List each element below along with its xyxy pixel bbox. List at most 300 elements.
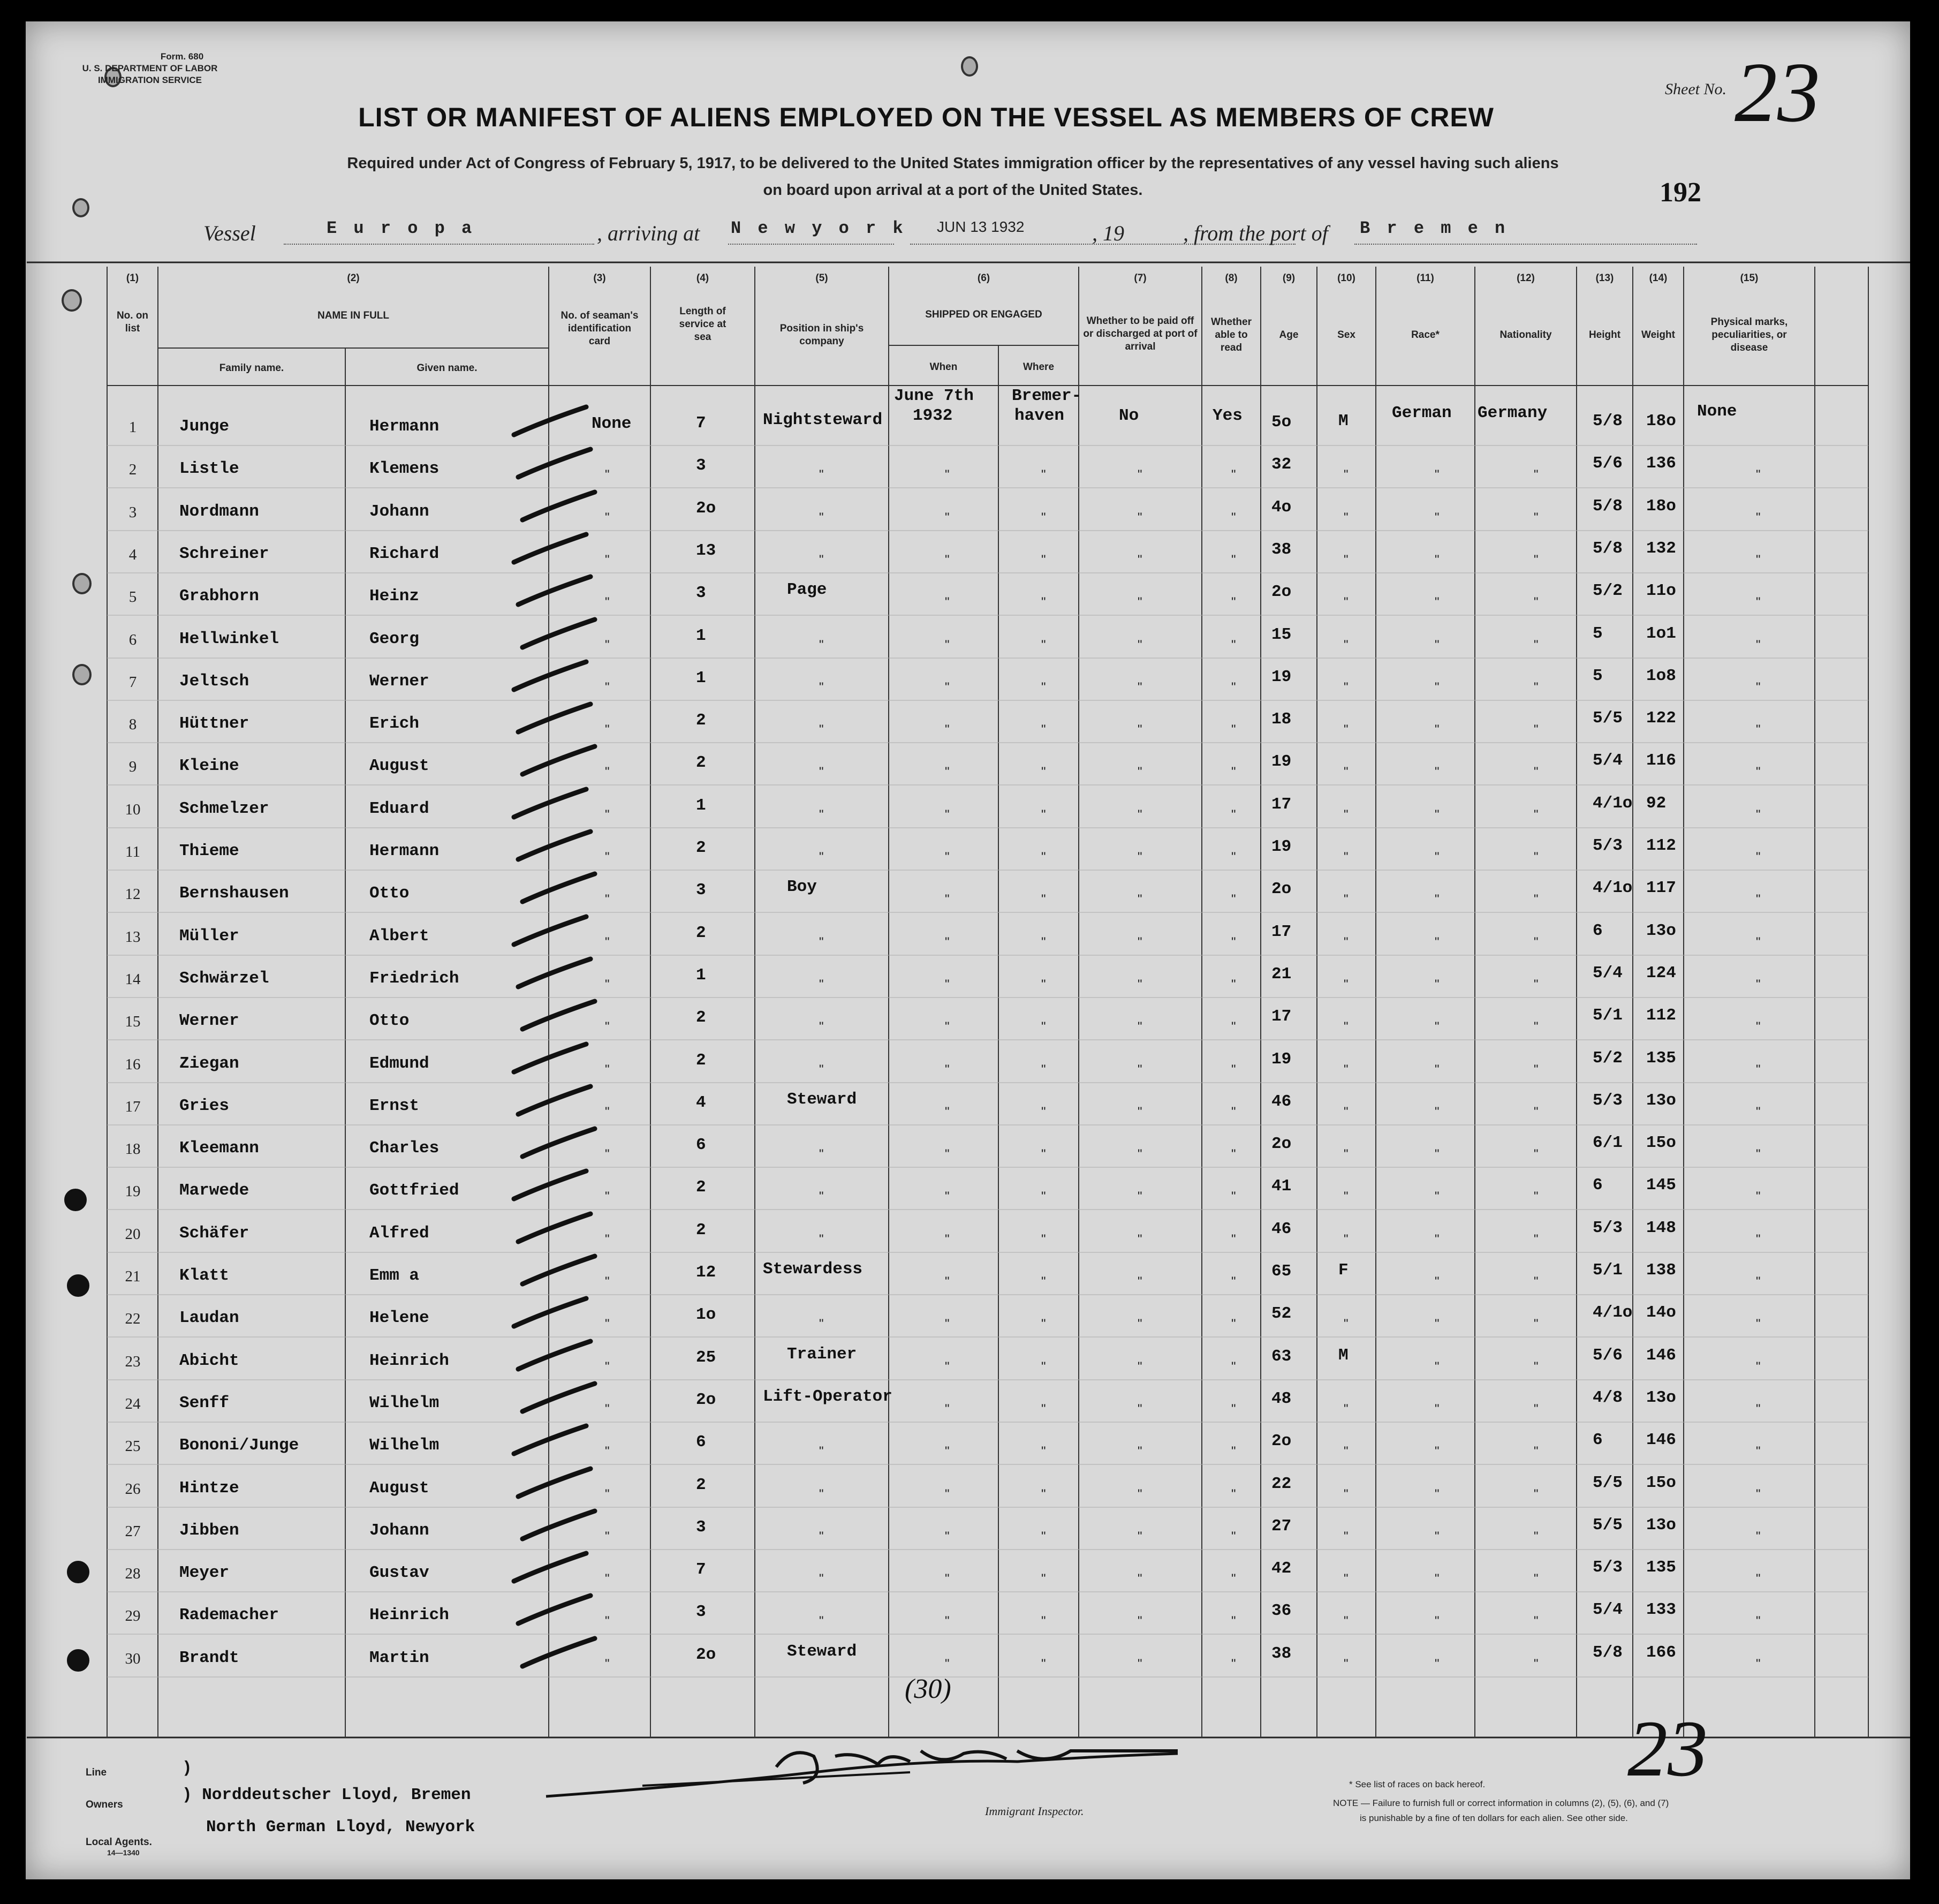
age: 17: [1271, 1007, 1292, 1026]
length-of-service: 3: [696, 456, 706, 475]
weight: 124: [1646, 964, 1676, 983]
ditto-mark: ": [1138, 1147, 1142, 1161]
ditto-mark: ": [605, 1019, 610, 1034]
row-number: 10: [125, 801, 141, 818]
ditto-mark: ": [1041, 680, 1046, 694]
length-of-service: 7: [696, 414, 706, 433]
ditto-mark: ": [1435, 553, 1440, 567]
ditto-mark: ": [1041, 1317, 1046, 1331]
height: 5/3: [1593, 1219, 1623, 1237]
height: 5/5: [1593, 1474, 1623, 1492]
cancel-stroke: [511, 1040, 592, 1077]
col-6a-header: When: [929, 361, 958, 373]
family-name: Kleine: [179, 757, 239, 775]
position: Steward: [787, 1090, 857, 1109]
family-name: Nordmann: [179, 502, 259, 521]
ditto-mark: ": [1138, 977, 1142, 992]
weight: 136: [1646, 454, 1676, 473]
subtitle-line-1: Required under Act of Congress of February 5, 1917, to be delivered to the United States immigration officer by the representatives of any vessel having such aliens: [347, 155, 1559, 172]
given-name: August: [369, 757, 429, 775]
ditto-mark: ": [1138, 722, 1142, 737]
ditto-mark: ": [1138, 807, 1142, 822]
ditto-mark: ": [605, 935, 610, 949]
ditto-mark: ": [1138, 1487, 1142, 1501]
punch-hole: [67, 1649, 89, 1672]
vessel-name: E u r o p a: [327, 218, 475, 238]
weight: 11o: [1646, 581, 1676, 600]
ditto-mark: ": [1041, 892, 1046, 906]
ditto-mark: ": [945, 1571, 950, 1586]
punch-hole: [64, 1189, 87, 1211]
given-name: Emm a: [369, 1266, 420, 1285]
paid-off: No: [1119, 406, 1139, 425]
ditto-mark: ": [1756, 807, 1761, 822]
col-8-header: Whether able to read: [1211, 316, 1252, 353]
weight: 13o: [1646, 921, 1676, 940]
ditto-mark: ": [1534, 1189, 1539, 1204]
ditto-mark: ": [819, 680, 824, 694]
ditto-mark: ": [605, 595, 610, 609]
ditto-mark: ": [1756, 765, 1761, 779]
ditto-mark: ": [1231, 1571, 1236, 1586]
ditto-mark: ": [945, 722, 950, 737]
arrival-port: N e w y o r k: [731, 218, 906, 238]
ditto-mark: ": [1435, 467, 1440, 482]
ditto-mark: ": [1435, 638, 1440, 652]
ditto-mark: ": [1231, 765, 1236, 779]
ditto-mark: ": [1534, 1274, 1539, 1289]
ditto-mark: ": [1534, 1402, 1539, 1416]
family-name: Müller: [179, 927, 239, 946]
vessel-label: Vessel: [203, 221, 256, 245]
ditto-mark: ": [945, 638, 950, 652]
ditto-mark: ": [1231, 680, 1236, 694]
ditto-mark: ": [605, 1232, 610, 1246]
ditto-mark: ": [605, 1402, 610, 1416]
family-name: Gries: [179, 1097, 230, 1115]
weight: 13o: [1646, 1388, 1676, 1407]
height: 5/3: [1593, 1558, 1623, 1577]
ditto-mark: ": [1534, 638, 1539, 652]
sheet-number-handwritten: 23: [1627, 1704, 1708, 1793]
ditto-mark: ": [945, 1487, 950, 1501]
ditto-mark: ": [605, 1487, 610, 1501]
col-13-header: Height: [1588, 329, 1621, 341]
cancel-stroke: [516, 1210, 596, 1247]
ditto-mark: ": [1344, 1402, 1349, 1416]
cancel-stroke: [516, 827, 596, 865]
ditto-mark: ": [1435, 850, 1440, 864]
row-number: 9: [128, 758, 137, 775]
ditto-mark: ": [1435, 1232, 1440, 1246]
ditto-mark: ": [1041, 467, 1046, 482]
ditto-mark: ": [945, 935, 950, 949]
ditto-mark: ": [1231, 1614, 1236, 1628]
position: Lift-Operator: [763, 1387, 892, 1406]
inspector-signature: [535, 1735, 1210, 1804]
given-name: Wilhelm: [369, 1436, 440, 1455]
ditto-mark: ": [1534, 765, 1539, 779]
ditto-mark: ": [1756, 1232, 1761, 1246]
cancel-stroke: [511, 403, 592, 440]
ditto-mark: ": [1756, 1147, 1761, 1161]
ditto-mark: ": [1138, 1019, 1142, 1034]
ditto-mark: ": [945, 850, 950, 864]
ditto-mark: ": [1138, 850, 1142, 864]
ditto-mark: ": [819, 553, 824, 567]
ditto-mark: ": [1534, 1019, 1539, 1034]
weight: 138: [1646, 1261, 1676, 1280]
races-note: * See list of races on back hereof.: [1349, 1779, 1486, 1789]
ditto-mark: ": [819, 977, 824, 992]
ditto-mark: ": [1534, 1062, 1539, 1077]
ditto-mark: ": [1041, 1402, 1046, 1416]
height: 5/4: [1593, 964, 1623, 983]
age: 27: [1271, 1517, 1292, 1536]
ditto-mark: ": [1534, 1444, 1539, 1459]
col-2-header: NAME IN FULL: [317, 310, 390, 321]
penalty-note-2: is punishable by a fine of ten dollars for each alien. See other side.: [1360, 1813, 1628, 1823]
ditto-mark: ": [1231, 1444, 1236, 1459]
ditto-mark: ": [605, 1657, 610, 1671]
row-number: 19: [125, 1183, 141, 1200]
cancel-stroke: [520, 1252, 600, 1289]
sex: M: [1338, 1346, 1349, 1365]
ditto-mark: ": [1138, 1657, 1142, 1671]
shipped-when-1: June 7th: [894, 387, 974, 405]
cancel-stroke: [516, 1464, 596, 1502]
row-number: 18: [125, 1140, 141, 1158]
ditto-mark: ": [1138, 1274, 1142, 1289]
given-name: Otto: [369, 884, 410, 903]
ditto-mark: ": [1231, 807, 1236, 822]
ditto-mark: ": [819, 638, 824, 652]
length-of-service: 1: [696, 796, 706, 815]
ditto-mark: ": [1756, 722, 1761, 737]
ditto-mark: ": [945, 1189, 950, 1204]
weight: 135: [1646, 1558, 1676, 1577]
page-subtitle: [268, 150, 1638, 203]
given-name: Gottfried: [369, 1181, 459, 1200]
cancel-stroke: [511, 785, 592, 822]
shipped-where-1: Bremer-: [1012, 387, 1082, 405]
col-2b-header: Given name.: [416, 362, 478, 374]
ditto-mark: ": [605, 1571, 610, 1586]
ditto-mark: ": [945, 553, 950, 567]
ditto-mark: ": [945, 680, 950, 694]
weight: 117: [1646, 879, 1676, 897]
height: 5/1: [1593, 1261, 1623, 1280]
ditto-mark: ": [1756, 1614, 1761, 1628]
department-name: U. S. DEPARTMENT OF LABOR: [82, 63, 218, 73]
height: 4/1o: [1593, 879, 1633, 897]
ditto-mark: ": [1534, 1487, 1539, 1501]
height: 5/8: [1593, 412, 1623, 430]
row-number: 14: [125, 971, 141, 988]
ditto-mark: ": [1041, 807, 1046, 822]
col-8-num: (8): [1225, 273, 1238, 284]
given-name: Gustav: [369, 1563, 429, 1582]
row-number: 24: [125, 1395, 141, 1412]
year-label: , 19: [1092, 221, 1124, 245]
ditto-mark: ": [819, 1147, 824, 1161]
ditto-mark: ": [1756, 1487, 1761, 1501]
cancel-stroke: [520, 742, 600, 780]
ditto-mark: ": [1435, 977, 1440, 992]
ditto-mark: ": [1231, 977, 1236, 992]
ditto-mark: ": [1534, 1317, 1539, 1331]
ditto-mark: ": [1041, 935, 1046, 949]
given-name: Hermann: [369, 417, 440, 436]
row-number: 6: [128, 631, 137, 648]
ditto-mark: ": [1138, 1614, 1142, 1628]
age: 22: [1271, 1475, 1292, 1493]
sheet-number: 23: [1735, 44, 1820, 140]
family-name: Bononi/Junge: [179, 1436, 299, 1455]
ditto-mark: ": [1756, 1444, 1761, 1459]
owners-value: ) Norddeutscher Lloyd, Bremen: [182, 1786, 471, 1804]
ditto-mark: ": [1435, 892, 1440, 906]
weight: 146: [1646, 1346, 1676, 1365]
age: 21: [1271, 965, 1292, 984]
age: 19: [1271, 752, 1292, 771]
row-number: 20: [125, 1226, 141, 1243]
row-number: 8: [128, 716, 137, 733]
given-name: Heinz: [369, 587, 420, 606]
ditto-mark: ": [1435, 1571, 1440, 1586]
weight: 132: [1646, 539, 1676, 558]
weight: 14o: [1646, 1303, 1676, 1322]
col-10-header: Sex: [1337, 329, 1355, 341]
ditto-mark: ": [1435, 1147, 1440, 1161]
given-name: Alfred: [369, 1224, 429, 1243]
card-number: None: [592, 414, 632, 433]
given-name: Edmund: [369, 1054, 429, 1073]
ditto-mark: ": [1231, 1402, 1236, 1416]
ditto-mark: ": [1756, 553, 1761, 567]
length-of-service: 2: [696, 753, 706, 772]
ditto-mark: ": [1756, 850, 1761, 864]
ditto-mark: ": [1534, 935, 1539, 949]
ditto-mark: ": [819, 1571, 824, 1586]
col-4-num: (4): [696, 273, 709, 284]
ditto-mark: ": [1138, 595, 1142, 609]
ditto-mark: ": [1138, 638, 1142, 652]
age: 19: [1271, 668, 1292, 686]
ditto-mark: ": [1756, 638, 1761, 652]
ditto-mark: ": [1231, 638, 1236, 652]
ditto-mark: ": [1344, 680, 1349, 694]
weight: 135: [1646, 1049, 1676, 1068]
ditto-mark: ": [1534, 1529, 1539, 1544]
col-9-num: (9): [1282, 273, 1296, 284]
shipped-where-2: haven: [1014, 406, 1065, 425]
ditto-mark: ": [1534, 680, 1539, 694]
family-name: Senff: [179, 1394, 230, 1412]
ditto-mark: ": [819, 467, 824, 482]
height: 5/4: [1593, 1600, 1623, 1619]
age: 2o: [1271, 880, 1292, 898]
ditto-mark: ": [1344, 892, 1349, 906]
ditto-mark: ": [1756, 1274, 1761, 1289]
given-name: Johann: [369, 502, 429, 521]
ditto-mark: ": [819, 765, 824, 779]
weight: 1o1: [1646, 624, 1676, 643]
weight: 1o8: [1646, 667, 1676, 685]
family-name: Listle: [179, 459, 239, 478]
ditto-mark: ": [1138, 892, 1142, 906]
subtitle-line-2: on board upon arrival at a port of the United States.: [763, 182, 1143, 199]
ditto-mark: ": [945, 892, 950, 906]
ditto-mark: ": [1756, 1189, 1761, 1204]
row-number: 27: [125, 1523, 141, 1540]
ditto-mark: ": [1534, 595, 1539, 609]
cancel-stroke: [516, 1337, 596, 1374]
ditto-mark: ": [605, 1189, 610, 1204]
col-6-num: (6): [977, 273, 990, 284]
ditto-mark: ": [1344, 1105, 1349, 1119]
height: 6: [1593, 1431, 1603, 1449]
family-name: Bernshausen: [179, 884, 289, 903]
owners-label: Owners: [86, 1799, 123, 1810]
agents-label: Local Agents.: [86, 1837, 152, 1848]
ditto-mark: ": [1344, 510, 1349, 525]
length-of-service: 2: [696, 1178, 706, 1197]
length-of-service: 13: [696, 541, 716, 560]
col-3-header: No. of seaman's identification card: [561, 310, 639, 347]
ditto-mark: ": [1756, 1657, 1761, 1671]
cancel-stroke: [511, 530, 592, 568]
ditto-mark: ": [945, 1444, 950, 1459]
age: 17: [1271, 795, 1292, 814]
ditto-mark: ": [819, 935, 824, 949]
ditto-mark: ": [1534, 1571, 1539, 1586]
age: 48: [1271, 1389, 1292, 1408]
row-number: 2: [128, 461, 137, 478]
height: 5/3: [1593, 836, 1623, 855]
ditto-mark: ": [1041, 1189, 1046, 1204]
weight: 146: [1646, 1431, 1676, 1449]
ditto-mark: ": [1138, 510, 1142, 525]
ditto-mark: ": [1435, 1105, 1440, 1119]
cancel-stroke: [511, 658, 592, 695]
ditto-mark: ": [1041, 1529, 1046, 1544]
cancel-stroke: [516, 1082, 596, 1120]
col-14-header: Weight: [1641, 329, 1675, 341]
ditto-mark: ": [1231, 553, 1236, 567]
height: 4/1o: [1593, 1303, 1633, 1322]
ditto-mark: ": [1138, 1444, 1142, 1459]
ditto-mark: ": [1138, 1571, 1142, 1586]
length-of-service: 12: [696, 1263, 716, 1282]
cancel-stroke: [520, 1634, 600, 1672]
age: 52: [1271, 1304, 1292, 1323]
ditto-mark: ": [819, 722, 824, 737]
ditto-mark: ": [1344, 1487, 1349, 1501]
row-number: 25: [125, 1438, 141, 1455]
ditto-mark: ": [1756, 1402, 1761, 1416]
cancel-stroke: [516, 572, 596, 610]
ditto-mark: ": [819, 1189, 824, 1204]
ditto-mark: ": [945, 807, 950, 822]
ditto-mark: ": [1344, 1529, 1349, 1544]
agents-code: 14—1340: [107, 1848, 140, 1857]
ditto-mark: ": [1138, 553, 1142, 567]
ditto-mark: ": [1231, 722, 1236, 737]
row-number: 3: [128, 504, 137, 521]
row-number: 7: [128, 674, 137, 691]
given-name: Georg: [369, 630, 420, 648]
ditto-mark: ": [1138, 935, 1142, 949]
length-of-service: 2: [696, 924, 706, 942]
ditto-mark: ": [945, 1614, 950, 1628]
ditto-mark: ": [1231, 1657, 1236, 1671]
ditto-mark: ": [1756, 1571, 1761, 1586]
age: 38: [1271, 540, 1292, 559]
family-name: Marwede: [179, 1181, 249, 1200]
ditto-mark: ": [1344, 638, 1349, 652]
ditto-mark: ": [1756, 467, 1761, 482]
ditto-mark: ": [1756, 680, 1761, 694]
sheet-number-label: Sheet No.: [1665, 80, 1726, 98]
col-10-num: (10): [1337, 273, 1355, 284]
ditto-mark: ": [1435, 722, 1440, 737]
ditto-mark: ": [1534, 553, 1539, 567]
ditto-mark: ": [1041, 1359, 1046, 1374]
length-of-service: 3: [696, 584, 706, 602]
height: 5/5: [1593, 709, 1623, 728]
ditto-mark: ": [1534, 807, 1539, 822]
height: 4/1o: [1593, 794, 1633, 813]
height: 6: [1593, 921, 1603, 940]
vessel-line: [203, 214, 1702, 246]
weight: 166: [1646, 1643, 1676, 1662]
ditto-mark: ": [1344, 1189, 1349, 1204]
ditto-mark: ": [1534, 510, 1539, 525]
length-of-service: 6: [696, 1433, 706, 1452]
ditto-mark: ": [1756, 1105, 1761, 1119]
ditto-mark: ": [1344, 467, 1349, 482]
ditto-mark: ": [605, 553, 610, 567]
position: Stewardess: [763, 1260, 863, 1279]
length-of-service: 7: [696, 1560, 706, 1579]
cancel-stroke: [520, 1507, 600, 1544]
col-5-num: (5): [815, 273, 828, 284]
ditto-mark: ": [1435, 1317, 1440, 1331]
ditto-mark: ": [605, 1529, 610, 1544]
col-6-header: SHIPPED OR ENGAGED: [925, 309, 1042, 320]
ditto-mark: ": [1138, 1529, 1142, 1544]
ditto-mark: ": [1231, 510, 1236, 525]
age: 65: [1271, 1262, 1292, 1281]
ditto-mark: ": [1534, 722, 1539, 737]
line-bracket: ): [182, 1759, 192, 1778]
sex: M: [1338, 412, 1349, 430]
ditto-mark: ": [1435, 765, 1440, 779]
weight: 116: [1646, 751, 1676, 770]
ditto-mark: ": [605, 765, 610, 779]
length-of-service: 2: [696, 1008, 706, 1027]
family-name: Kleemann: [179, 1139, 259, 1158]
physical-marks: None: [1697, 402, 1737, 421]
ditto-mark: ": [945, 765, 950, 779]
ditto-mark: ": [1435, 1359, 1440, 1374]
given-name: Albert: [369, 927, 429, 946]
family-name: Ziegan: [179, 1054, 239, 1073]
ditto-mark: ": [1231, 1232, 1236, 1246]
ditto-mark: ": [1344, 977, 1349, 992]
ditto-mark: ": [605, 467, 610, 482]
